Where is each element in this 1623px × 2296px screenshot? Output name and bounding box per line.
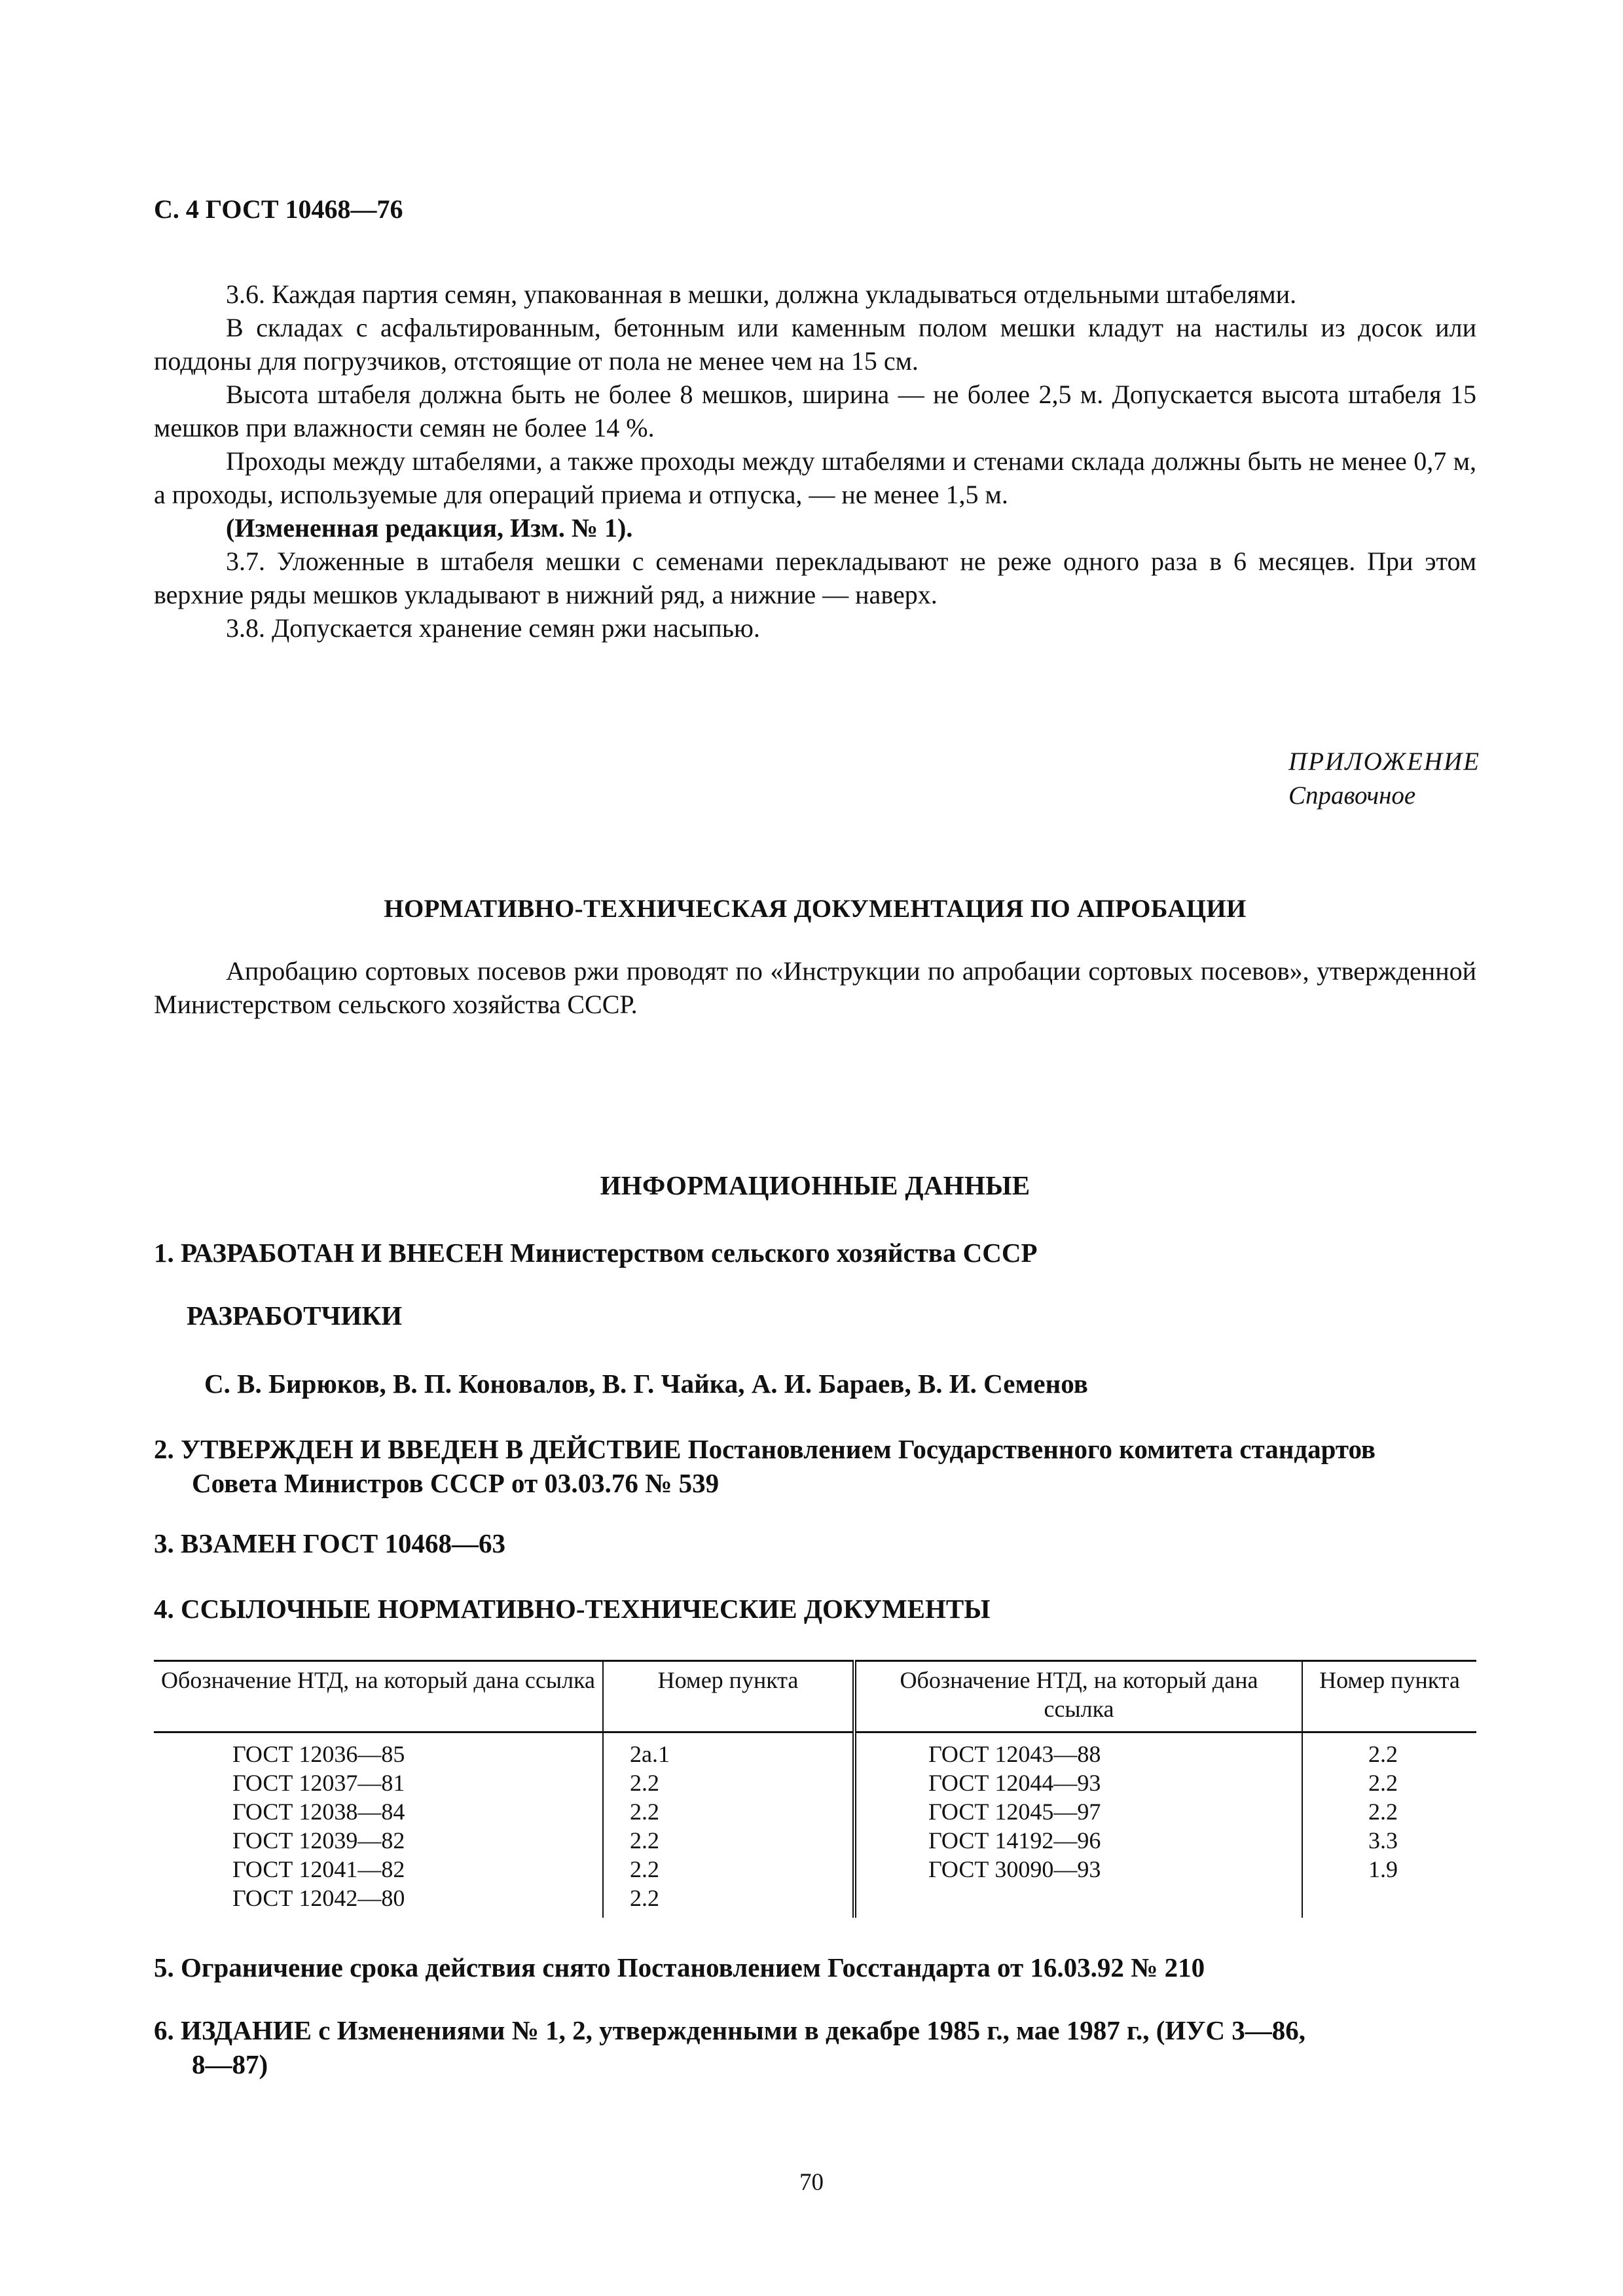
paragraph-stack-height: Высота штабеля должна быть не более 8 мешков, ширина — не более 2,5 м. Допускается высота штабеля 15 мешков при влажности семян не более 14 %. (154, 380, 1476, 442)
cell-doc: ГОСТ 12037—81 (232, 1770, 405, 1796)
appendix-title: НОРМАТИВНО-ТЕХНИЧЕСКАЯ ДОКУМЕНТАЦИЯ ПО АПРОБАЦИИ (384, 895, 1247, 923)
info-item-6-line1: 6. ИЗДАНИЕ с Изменениями № 1, 2, утвержденными в декабре 1985 г., мае 1987 г., (ИУС 3—86, (154, 2015, 1305, 2045)
header-num-2: Номер пункта (1302, 1661, 1476, 1732)
table-row (154, 1732, 1476, 1769)
developers-label: РАЗРАБОТЧИКИ (187, 1300, 403, 1331)
cell-doc: ГОСТ 12041—82 (232, 1856, 405, 1882)
paragraph-storage-floor: В складах с асфальтированным, бетонным или каменным полом мешки кладут на настилы из досок или поддоны для погрузчиков, отстоящие от пола не менее чем на 15 см. (154, 313, 1476, 376)
info-item-4: 4. ССЫЛОЧНЫЕ НОРМАТИВНО-ТЕХНИЧЕСКИЕ ДОКУМЕНТЫ (154, 1594, 991, 1624)
cell-num: 2.2 (1302, 1768, 1476, 1797)
cell-num: 2.2 (603, 1826, 854, 1855)
cell-doc: ГОСТ 30090—93 (854, 1855, 1302, 1884)
cell-doc: ГОСТ 12043—88 (854, 1732, 1302, 1769)
section-3-text (154, 278, 1476, 645)
info-item-6 (154, 2013, 1476, 2081)
paragraph-3-7: 3.7. Уложенные в штабеля мешки с семенами перекладывают не реже одного раза в 6 месяцев. При этом верхние ряды мешков укладывают в нижний ряд, а нижние — наверх. (154, 547, 1476, 609)
cell-num: 1.9 (1302, 1855, 1476, 1884)
info-item-1: 1. РАЗРАБОТАН И ВНЕСЕН Министерством сельского хозяйства СССР (154, 1238, 1038, 1268)
amendment-note: (Измененная редакция, Изм. № 1). (226, 513, 633, 543)
paragraph-3-6: 3.6. Каждая партия семян, упакованная в мешки, должна укладываться отдельными штабелями. (226, 279, 1297, 309)
table-row (154, 1855, 1476, 1884)
cell-doc: ГОСТ 12038—84 (232, 1799, 405, 1825)
appendix-sublabel: Справочное (1288, 781, 1416, 810)
reference-documents-table (154, 1660, 1476, 1918)
info-item-2 (154, 1432, 1476, 1500)
cell-num: 3.3 (1302, 1826, 1476, 1855)
info-item-2-line1: 2. УТВЕРЖДЕН И ВВЕДЕН В ДЕЙСТВИЕ Постановлением Государственного комитета стандартов (154, 1434, 1376, 1464)
header-num-1: Номер пункта (603, 1661, 854, 1732)
cell-num: 2а.1 (603, 1732, 854, 1769)
cell-num: 2.2 (603, 1884, 854, 1918)
info-item-6-line2: 8—87) (192, 2049, 268, 2079)
table-row (154, 1826, 1476, 1855)
cell-doc: ГОСТ 14192—96 (854, 1826, 1302, 1855)
cell-num: 2.2 (603, 1797, 854, 1826)
cell-num: 2.2 (603, 1855, 854, 1884)
cell-doc: ГОСТ 12045—97 (854, 1797, 1302, 1826)
developers-list: С. В. Бирюков, В. П. Коновалов, В. Г. Чайка, А. И. Бараев, В. И. Семенов (204, 1369, 1088, 1399)
cell-num: 2.2 (1302, 1732, 1476, 1769)
page-number: 70 (799, 2169, 824, 2196)
cell-doc: ГОСТ 12042—80 (232, 1885, 405, 1911)
header-doc-2: Обозначение НТД, на который дана ссылка (854, 1661, 1302, 1732)
cell-doc: ГОСТ 12036—85 (232, 1741, 405, 1767)
info-title: ИНФОРМАЦИОННЫЕ ДАННЫЕ (600, 1170, 1030, 1200)
cell-num: 2.2 (603, 1768, 854, 1797)
paragraph-3-8: 3.8. Допускается хранение семян ржи насыпью. (226, 613, 760, 643)
table-header-row (154, 1661, 1476, 1732)
table-row (154, 1768, 1476, 1797)
appendix-text-block (154, 954, 1476, 1021)
paragraph-passages: Проходы между штабелями, а также проходы между штабелями и стенами склада должны быть не менее 0,7 м, а проходы, используемые для операций приема и отпуска, — не менее 1,5 м. (154, 446, 1476, 509)
appendix-label-block (1288, 745, 1480, 813)
cell-num: 2.2 (1302, 1797, 1476, 1826)
header-doc-1: Обозначение НТД, на который дана ссылка (154, 1661, 603, 1732)
info-item-3: 3. ВЗАМЕН ГОСТ 10468—63 (154, 1528, 505, 1558)
appendix-label: ПРИЛОЖЕНИЕ (1288, 747, 1480, 776)
cell-doc: ГОСТ 12044—93 (854, 1768, 1302, 1797)
appendix-text: Апробацию сортовых посевов ржи проводят по «Инструкции по апробации сортовых посевов», утвержденной Министерством сельского хозяйства СССР. (154, 956, 1476, 1019)
cell-num (1302, 1884, 1476, 1918)
page-header: С. 4 ГОСТ 10468—76 (154, 194, 403, 224)
cell-doc (854, 1884, 1302, 1918)
table-row (154, 1797, 1476, 1826)
info-item-5: 5. Ограничение срока действия снято Постановлением Госстандарта от 16.03.92 № 210 (154, 1952, 1205, 1982)
cell-doc: ГОСТ 12039—82 (232, 1827, 405, 1854)
table-row (154, 1884, 1476, 1918)
info-item-2-line2: Совета Министров СССР от 03.03.76 № 539 (192, 1468, 720, 1498)
